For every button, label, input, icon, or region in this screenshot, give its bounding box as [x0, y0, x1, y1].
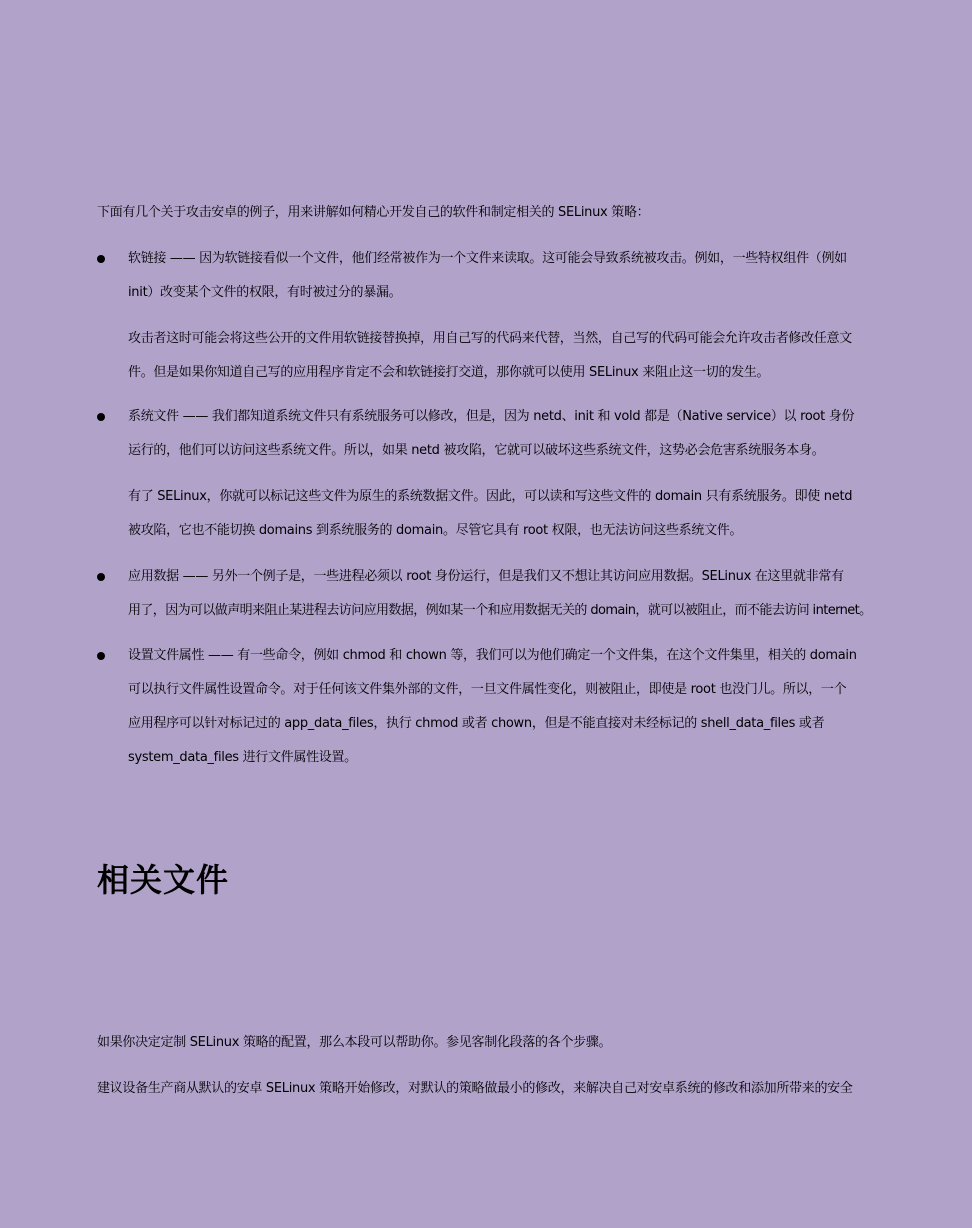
list-item-line: 系统文件 —— 我们都知道系统文件只有系统服务可以修改，但是，因为 netd、init 和 vold 都是（Native service）以 root 身份 — [128, 409, 855, 424]
list-item-line: 应用数据 —— 另外一个例子是，一些进程必须以 root 身份运行，但是我们又不想让其访问应用数据。SELinux 在这里就非常有 — [128, 569, 844, 584]
list-item-extra-line: 有了 SELinux，你就可以标记这些文件为原生的系统数据文件。因此，可以读和写这些文件的 domain 只有系统服务。即使 netd — [128, 489, 853, 504]
paragraph: 建议设备生产商从默认的安卓 SELinux 策略开始修改，对默认的策略做最小的修改，来解决自己对安卓系统的修改和添加所带来的安全 — [97, 1081, 853, 1096]
bullet-icon — [97, 255, 105, 263]
bullet-icon — [97, 652, 105, 660]
bullet-icon — [97, 573, 105, 581]
section-heading: 相关文件 — [97, 861, 230, 899]
list-item-line: 可以执行文件属性设置命令。对于任何该文件集外部的文件，一旦文件属性变化，则被阻止，即使是 root 也没门儿。所以，一个 — [128, 682, 847, 697]
list-item-line: 运行的，他们可以访问这些系统文件。所以，如果 netd 被攻陷，它就可以破坏这些系统文件，这势必会危害系统服务本身。 — [128, 443, 825, 458]
list-item-line: 应用程序可以针对标记过的 app_data_files，执行 chmod 或者 chown，但是不能直接对未经标记的 shell_data_files 或者 — [128, 716, 825, 731]
list-item-line: 设置文件属性 —— 有一些命令，例如 chmod 和 chown 等，我们可以为他们确定一个文件集，在这个文件集里，相关的 domain — [128, 648, 857, 663]
bullet-icon — [97, 413, 105, 421]
paragraph: 如果你决定定制 SELinux 策略的配置，那么本段可以帮助你。参见客制化段落的各个步骤。 — [97, 1035, 612, 1050]
list-item-extra-line: 被攻陷，它也不能切换 domains 到系统服务的 domain。尽管它具有 root 权限，也无法访问这些系统文件。 — [128, 523, 743, 538]
intro-paragraph: 下面有几个关于攻击安卓的例子，用来讲解如何精心开发自己的软件和制定相关的 SELinux 策略： — [97, 205, 650, 220]
list-item-line: 用了，因为可以做声明来阻止某进程去访问应用数据，例如某一个和应用数据无关的 domain，就可以被阻止，而不能去访问 internet。 — [128, 603, 872, 618]
list-item-line: 软链接 —— 因为软链接看似一个文件，他们经常被作为一个文件来读取。这可能会导致系统被攻击。例如，一些特权组件（例如 — [128, 251, 847, 266]
list-item-extra-line: 件。但是如果你知道自己写的应用程序肯定不会和软链接打交道，那你就可以使用 SELinux 来阻止这一切的发生。 — [128, 365, 770, 380]
list-item-extra-line: 攻击者这时可能会将这些公开的文件用软链接替换掉，用自己写的代码来代替，当然，自己写的代码可能会允许攻击者修改任意文 — [128, 331, 852, 346]
list-item-line: init）改变某个文件的权限，有时被过分的暴漏。 — [128, 285, 402, 300]
list-item-line: system_data_files 进行文件属性设置。 — [128, 750, 357, 765]
